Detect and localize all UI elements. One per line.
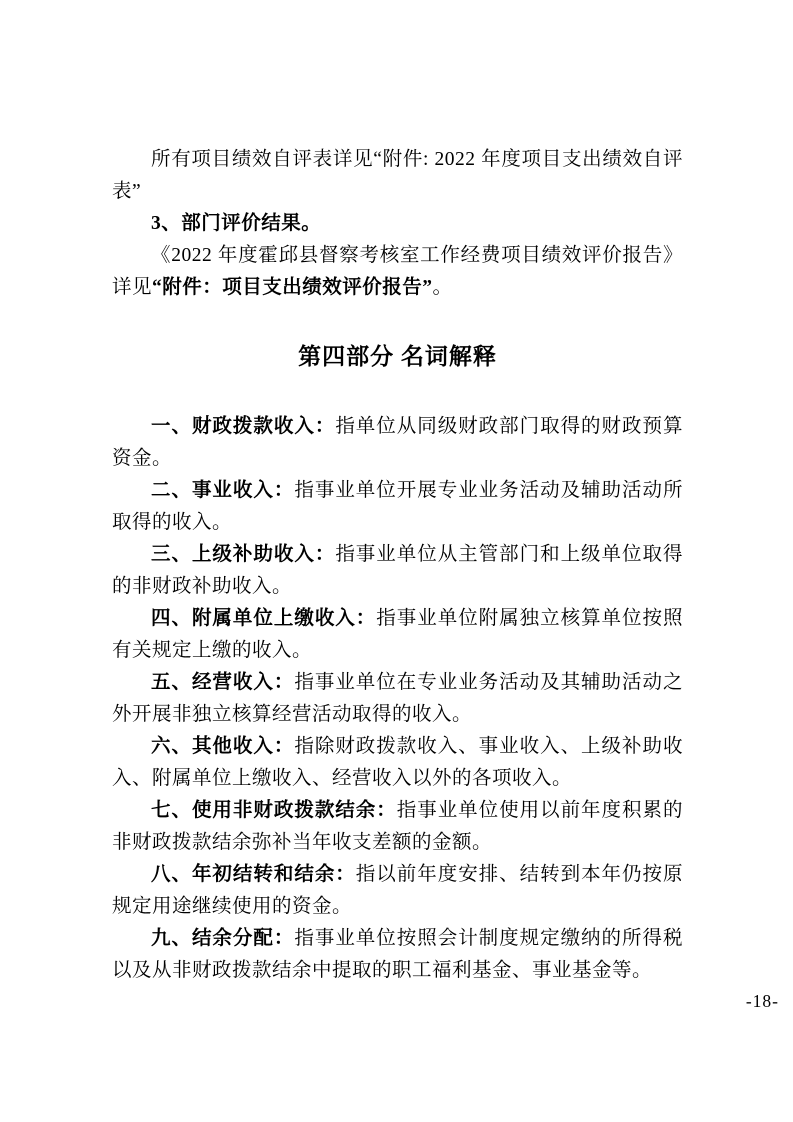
page-number: -18-: [745, 991, 779, 1011]
definition-body: 指除财政拨款收入、事业收入、上级补助收入、附属单位上缴收入、经营收入以外的各项收入。: [112, 736, 683, 789]
definition-body: 指事业单位开展专业业务活动及辅助活动所取得的收入。: [112, 480, 683, 533]
definition-item-8: [112, 859, 683, 923]
definition-term: 二、事业收入：: [151, 480, 295, 501]
definition-item-4: [112, 603, 683, 667]
definition-item-7: [112, 795, 683, 859]
definition-term: 一、财政拨款收入：: [151, 416, 336, 437]
definition-term: 七、使用非财政拨款结余：: [151, 800, 397, 821]
document-content: [112, 144, 683, 987]
definition-term: 四、附属单位上缴收入：: [151, 608, 377, 629]
definition-body: 指事业单位在专业业务活动及其辅助活动之外开展非独立核算经营活动取得的收入。: [112, 672, 683, 725]
definition-item-5: [112, 667, 683, 731]
definition-body: 指以前年度安排、结转到本年仍按原规定用途继续使用的资金。: [112, 864, 683, 917]
definition-term: 六、其他收入：: [151, 736, 295, 757]
definition-item-2: [112, 475, 683, 539]
definition-term: 五、经营收入：: [151, 672, 295, 693]
intro-paragraph-3: [112, 240, 683, 304]
intro-paragraph-3-attachment: “附件：项目支出绩效评价报告”: [152, 277, 433, 298]
definition-body: 指事业单位使用以前年度积累的非财政拨款结余弥补当年收支差额的金额。: [112, 800, 683, 853]
definition-body: 指单位从同级财政部门取得的财政预算资金。: [112, 416, 683, 469]
definition-body: 指事业单位按照会计制度规定缴纳的所得税以及从非财政拨款结余中提取的职工福利基金、事业基金等。: [112, 928, 683, 981]
intro-paragraph-3-lead: 《2022 年度霍邱县督察考核室工作经费项目绩效评价报告》详见: [112, 245, 683, 298]
definition-item-6: [112, 731, 683, 795]
intro-paragraph-3-tail: 。: [432, 277, 453, 298]
section-heading: 第四部分 名词解释: [298, 344, 497, 369]
definition-item-9: [112, 923, 683, 987]
intro-paragraph-2: 3、部门评价结果。: [151, 213, 322, 234]
definition-body: 指事业单位从主管部门和上级单位取得的非财政补助收入。: [112, 544, 683, 597]
definition-term: 三、上级补助收入：: [151, 544, 336, 565]
definition-item-1: [112, 411, 683, 475]
definition-item-3: [112, 539, 683, 603]
intro-paragraph-1: 所有项目绩效自评表详见“附件: 2022 年度项目支出绩效自评表”: [112, 149, 683, 202]
definition-term: 八、年初结转和结余：: [151, 864, 356, 885]
definition-body: 指事业单位附属独立核算单位按照有关规定上缴的收入。: [112, 608, 683, 661]
definition-term: 九、结余分配：: [151, 928, 295, 949]
